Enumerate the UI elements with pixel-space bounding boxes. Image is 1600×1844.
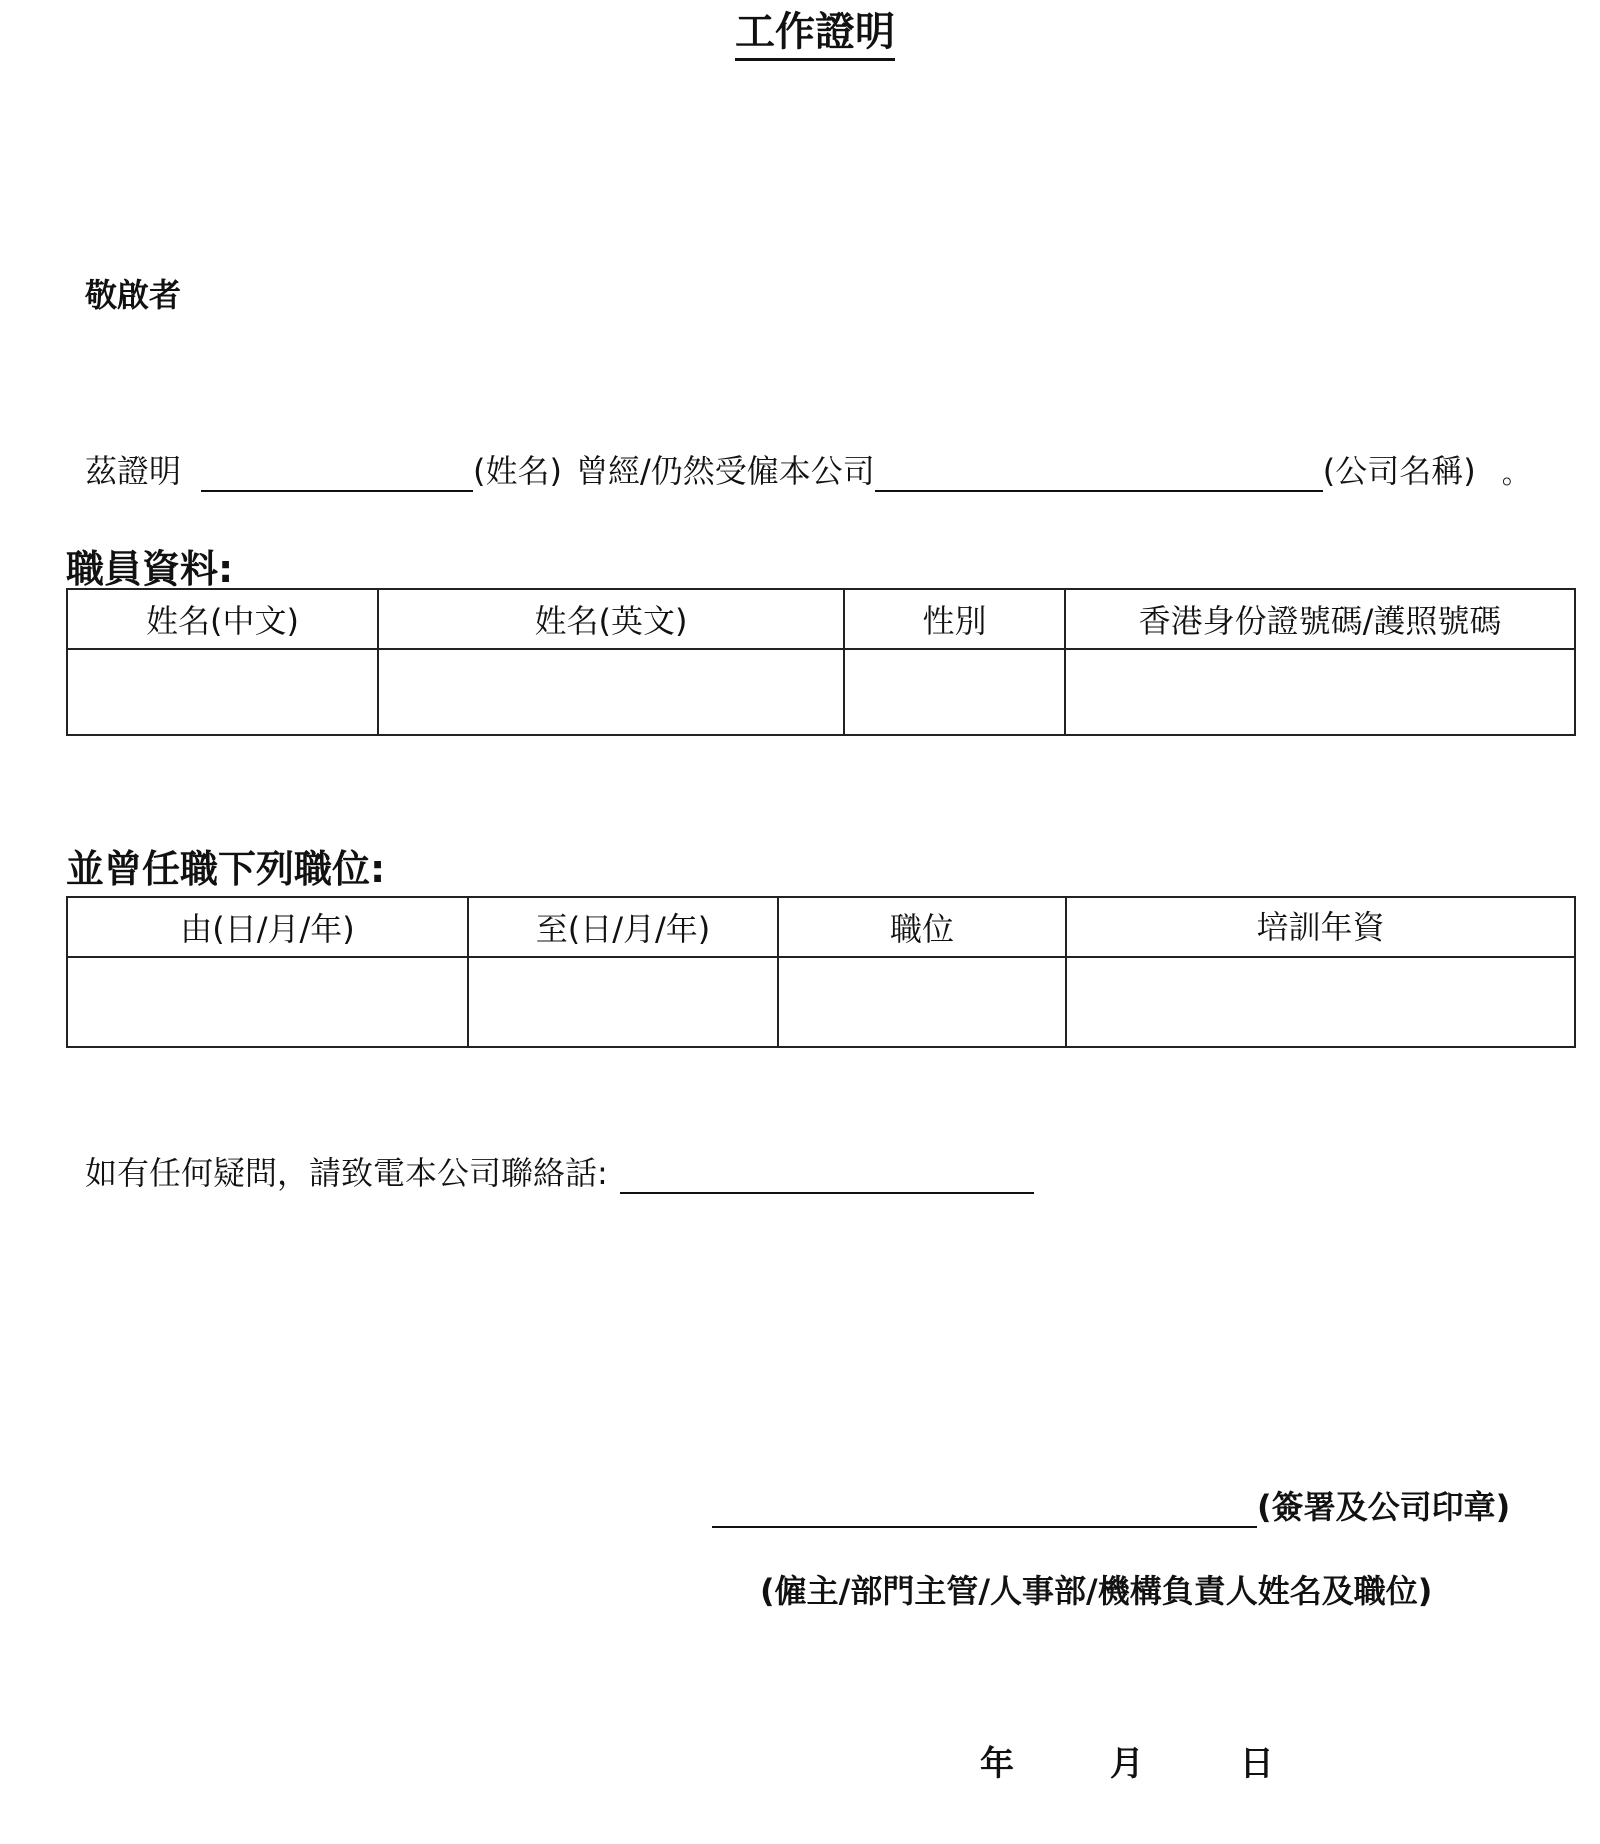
contact-line (85, 1148, 1034, 1194)
employee-info-entry-row (67, 649, 1575, 735)
english-name-cell[interactable] (378, 649, 844, 735)
certify-prefix: 茲證明 (85, 452, 182, 490)
date-year-label: 年 (980, 1744, 1014, 1784)
positions-entry-row (67, 957, 1575, 1047)
column-header-position: 職位 (778, 897, 1066, 957)
date-day-label: 日 (1239, 1744, 1274, 1784)
document-title (0, 8, 1600, 61)
signature-blank-field[interactable] (712, 1490, 1257, 1528)
to-date-cell[interactable] (468, 957, 778, 1047)
column-header-id-number: 香港身份證號碼/護照號碼 (1065, 589, 1575, 649)
chinese-name-cell[interactable] (67, 649, 378, 735)
column-header-chinese-name: 姓名(中文) (67, 589, 378, 649)
signatory-title: (僱主/部門主管/人事部/機構負責人姓名及職位) (760, 1572, 1433, 1610)
id-number-cell[interactable] (1065, 649, 1575, 735)
signature-row (712, 1482, 1510, 1528)
positions-header-row (67, 897, 1575, 957)
column-header-to-date: 至(日/月/年) (468, 897, 778, 957)
from-date-cell[interactable] (67, 957, 468, 1047)
salutation: 敬啟者 (85, 276, 182, 314)
date-month-label: 月 (1109, 1744, 1144, 1784)
training-years-cell[interactable] (1066, 957, 1575, 1047)
column-header-gender: 性別 (844, 589, 1065, 649)
sentence-end-mark: 。 (1501, 457, 1530, 490)
gender-cell[interactable] (844, 649, 1065, 735)
certify-middle: 曾經/仍然受僱本公司 (576, 452, 875, 490)
signature-label: (簽署及公司印章) (1257, 1488, 1511, 1526)
column-header-from-date: 由(日/月/年) (67, 897, 468, 957)
contact-phone-blank-field[interactable] (620, 1156, 1034, 1194)
positions-heading: 並曾任職下列職位: (66, 847, 386, 891)
name-label: (姓名) (473, 452, 562, 490)
company-blank-field[interactable] (875, 454, 1323, 492)
certification-sentence (85, 446, 1530, 492)
date-row (980, 1736, 1274, 1785)
name-blank-field[interactable] (201, 454, 473, 492)
employee-info-heading: 職員資料: (66, 547, 234, 591)
column-header-english-name: 姓名(英文) (378, 589, 844, 649)
position-cell[interactable] (778, 957, 1066, 1047)
column-header-training-years: 培訓年資 (1066, 897, 1575, 957)
company-label: (公司名稱) (1322, 452, 1476, 490)
employee-info-table (66, 588, 1576, 736)
positions-table (66, 896, 1576, 1048)
contact-text: 如有任何疑問，請致電本公司聯絡話: (85, 1154, 608, 1192)
document-title-text: 工作證明 (735, 8, 895, 61)
employee-info-header-row (67, 589, 1575, 649)
